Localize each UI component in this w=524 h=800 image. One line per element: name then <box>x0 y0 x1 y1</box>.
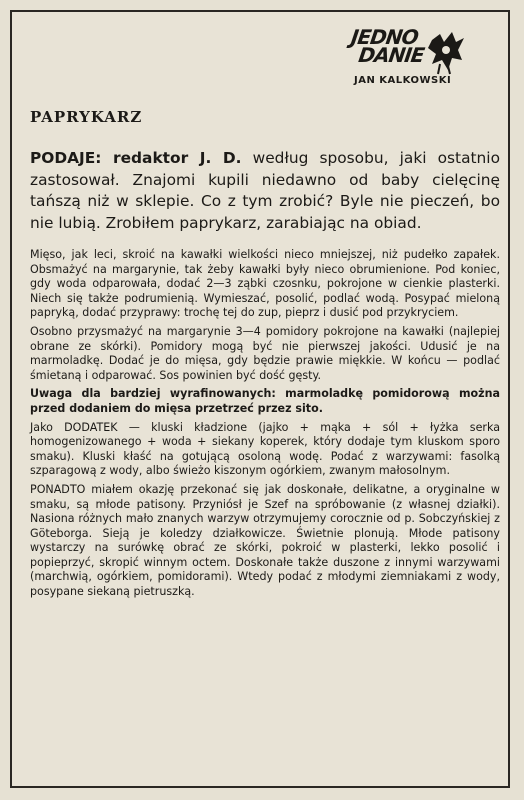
paragraph-5: PONADTO miałem okazję przekonać się jak doskonałe, delikatne, a oryginalne w smaku, są młode patisony. Przyniósł je Szef na spróbowanie (z własnej działki). Nasiona różnych mało znanych warzyw otrzymujemy corocznie od p. Sobczyńskiej z Göteborga. Sieją je koledzy działkowicze. Świetnie plonują. Młode patisony wystarczy na surówkę obrać ze skórki, pokroić w plasterki, lekko posolić i popieprzyć, skropić winnym octem. Doskonałe także duszone z innymi warzywami (marchwią, ogórkiem, pomidorami). Wtedy podać z młodymi ziemniakami z wody, posypane siekaną pietruszką. <box>30 482 500 599</box>
lead-text: według sposobu, jaki ostatnio zastosował. Znajomi kupili niedawno od baby cielęcinę tańszą niż w sklepie. Co z tym zrobić? Byle nie pieczeń, bo nie lubią. Zrobiłem paprykarz, zarabiając na obiad. <box>30 149 500 232</box>
article-body <box>30 248 500 604</box>
rooster-icon <box>426 30 466 76</box>
logo-title <box>347 25 427 67</box>
paragraph-4: Jako DODATEK — kluski kładzione (jajko + mąka + sól + łyżka serka homogenizowanego + woda + siekany koperek, który dodaje tym kluskom sporo smaku). Kluski kłaść na gotującą osoloną wodę. Podać z warzywami: fasolką szparagową z wody, albo świeżo kiszonym ogórkiem, zwanym małosolnym. <box>30 420 500 478</box>
paragraph-2: Osobno przysmażyć na margarynie 3—4 pomidory pokrojone na kawałki (najlepiej obrane ze skórki). Pomidory mogą być nie pierwszej jakości. Udusić je na marmoladkę. Dodać je do mięsa, gdy będzie prawie miękkie. W końcu — podlać śmietaną i odparować. Sos powinien być dość gęsty. <box>30 324 500 382</box>
logo-line-1: JEDNO <box>349 25 420 49</box>
article-title: PAPRYKARZ <box>30 108 143 126</box>
paragraph-3: Uwaga dla bardziej wyrafinowanych: marmoladkę pomidorową można przed dodaniem do mięsa przetrzeć przez sito. <box>30 387 500 415</box>
author-name: JAN KALKOWSKI <box>354 75 452 86</box>
logo-line-2: DANIE <box>357 43 426 67</box>
column-logo <box>344 20 464 106</box>
lead-label: PODAJE: redaktor J. D. <box>30 149 242 167</box>
paragraph-1: Mięso, jak leci, skroić na kawałki wielkości nieco mniejszej, niż pudełko zapałek. Obsmażyć na margarynie, tak żeby kawałki były nieco obrumienione. Pod koniec, gdy woda odparowała, dodać 2—3 ząbki czosnku, pokrojone w cienkie plasterki. Niech się także podrumienią. Wymieszać, posolić, podlać wodą. Posypać mieloną papryką, dodać przyprawy: trochę tej do zup, pieprz i dusić pod przykryciem. <box>30 248 500 320</box>
article-lead <box>30 148 500 234</box>
